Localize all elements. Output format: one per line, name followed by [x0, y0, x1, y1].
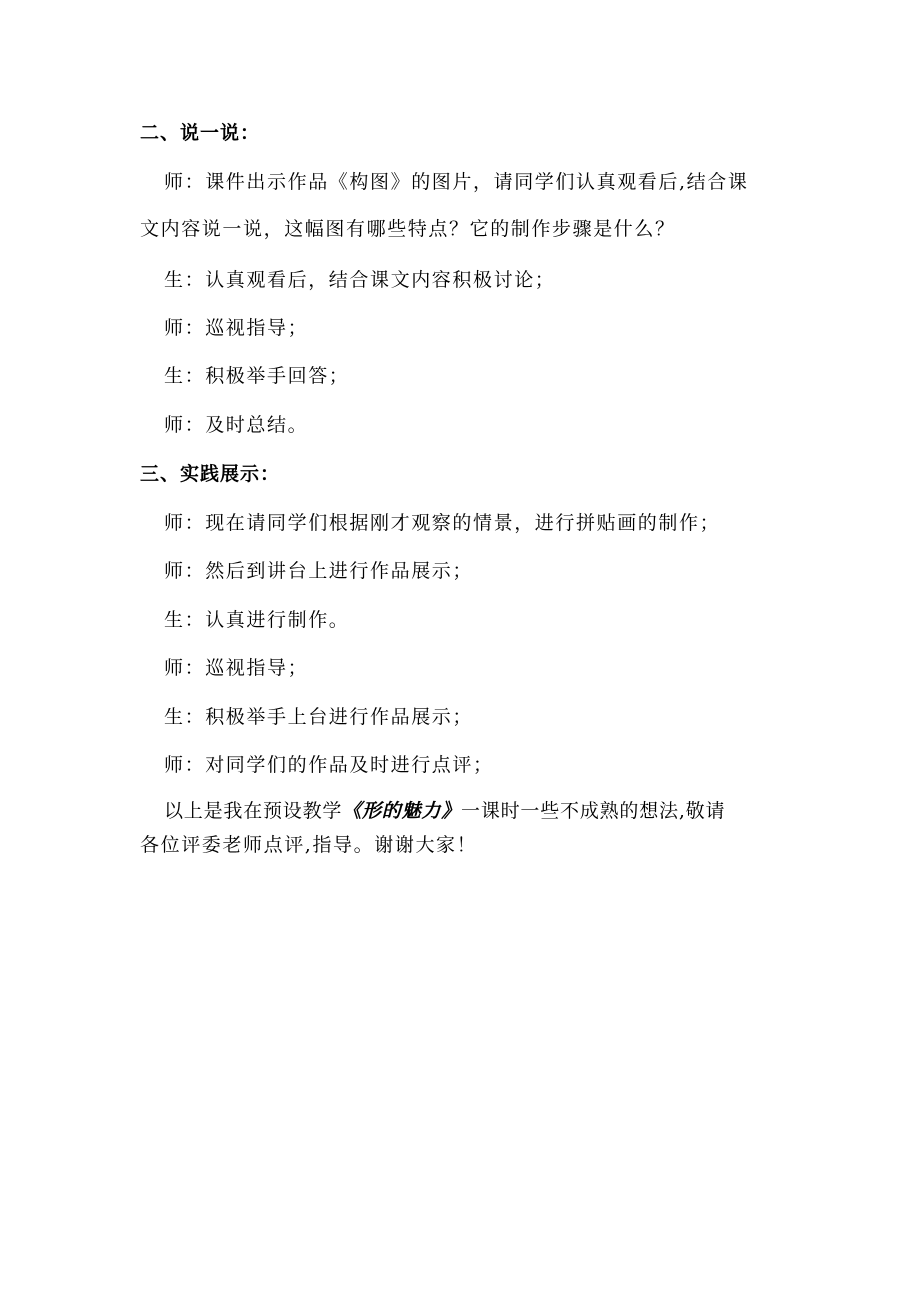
- section3-heading: 三、实践展示：: [140, 463, 281, 485]
- closing-line1: [164, 796, 814, 826]
- section2-line: 生：认真观看后，结合课文内容积极讨论；: [164, 269, 556, 291]
- closing-before-title: 以上是我在预设教学: [164, 800, 343, 822]
- closing-line2: 各位评委老师点评,指导。谢谢大家！: [140, 834, 478, 856]
- closing-book-title: 《形的魅力》: [342, 800, 462, 822]
- section2-line: 师：巡视指导；: [164, 317, 309, 339]
- section2-heading: 二、说一说：: [140, 122, 261, 144]
- closing-after-title: 一课时一些不成熟的想法,敬请: [461, 800, 726, 822]
- section2-teacher-prompt-line2: 文内容说一说，这幅图有哪些特点？它的制作步骤是什么？: [140, 218, 676, 240]
- section3-line: 师：对同学们的作品及时进行点评；: [164, 754, 494, 776]
- section2-teacher-prompt-line1: 师：课件出示作品《构图》的图片，请同学们认真观看后,结合课: [164, 171, 749, 193]
- section3-line: 师：巡视指导；: [164, 657, 309, 679]
- section3-line: 生：认真进行制作。: [164, 609, 350, 631]
- section2-line: 生：积极举手回答；: [164, 365, 350, 387]
- section3-line: 师：然后到讲台上进行作品展示；: [164, 560, 474, 582]
- section3-line: 师：现在请同学们根据刚才观察的情景，进行拼贴画的制作；: [164, 512, 721, 534]
- section2-line: 师：及时总结。: [164, 414, 309, 436]
- section3-line: 生：积极举手上台进行作品展示；: [164, 706, 474, 728]
